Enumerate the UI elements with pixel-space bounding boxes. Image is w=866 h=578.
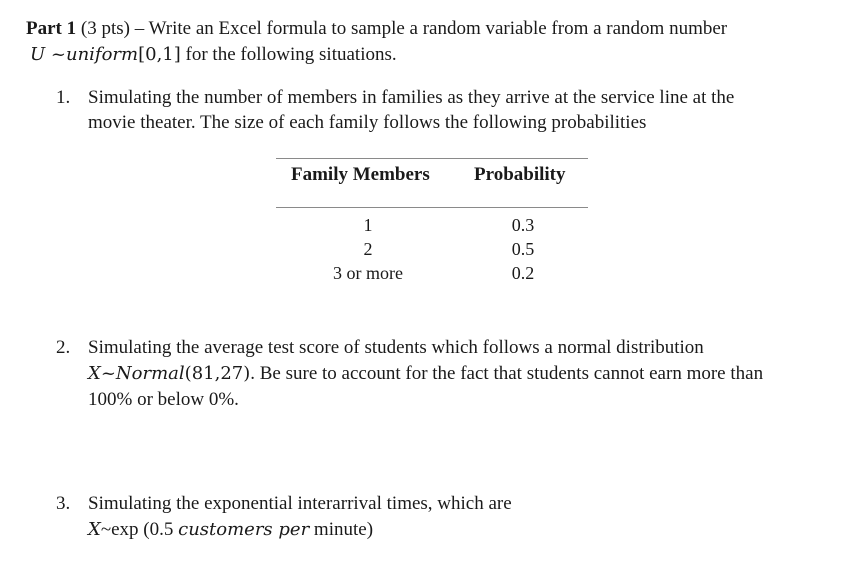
tilde-x: ~ [100,363,116,384]
q3-line1: Simulating the exponential interarrival times, which are [88,493,512,514]
table-cell-prob: 0.3 [511,215,535,235]
table-cell-members: 3 or more [333,263,403,283]
table-cell-prob: 0.5 [511,239,535,259]
q1-number: 1. [56,87,71,108]
q2-number: 2. [56,337,71,358]
q3-line2 [88,517,373,543]
part-header-line2 [30,42,397,68]
table-header-family: Family Members [291,164,430,185]
table-header-rule [276,207,588,208]
table-cell-members: 1 [363,215,373,235]
part-instructions: (3 pts) – Write an Excel formula to sample a random variable from a random number [76,18,728,39]
q2-line1: Simulating the average test score of students which follows a normal distribution [88,337,704,358]
part-line2-rest: for the following situations. [180,44,397,65]
q2-line2-rest: . Be sure to account for the fact that students cannot earn more than [250,363,764,384]
var-u: U [30,44,46,65]
exp-text: ~exp (0.5 [100,519,179,540]
exp-unit: customers per [178,519,310,540]
dist-uniform: uniform [65,44,139,65]
q1-line1: Simulating the number of members in families as they arrive at the service line at the [88,87,735,108]
q2-line3: 100% or below 0%. [88,389,239,410]
q1-line2: movie theater. The size of each family follows the following probabilities [88,112,647,133]
exp-rest: minute) [309,519,374,540]
tilde-u: ~ [45,44,66,65]
table-cell-members: 2 [363,239,373,259]
q3-number: 3. [56,493,71,514]
var-x: X [88,363,101,384]
q2-line2 [88,361,763,387]
table-header-probability: Probability [474,164,566,185]
table-cell-prob: 0.2 [511,263,535,283]
dist-normal: Normal [115,363,185,384]
var-x-exp: X [88,519,101,540]
part-label: Part 1 [26,18,77,39]
part-header-line1 [26,16,727,42]
table-top-rule [276,158,588,159]
normal-params: (81,27) [184,363,251,384]
range-u: [0,1] [138,44,181,65]
